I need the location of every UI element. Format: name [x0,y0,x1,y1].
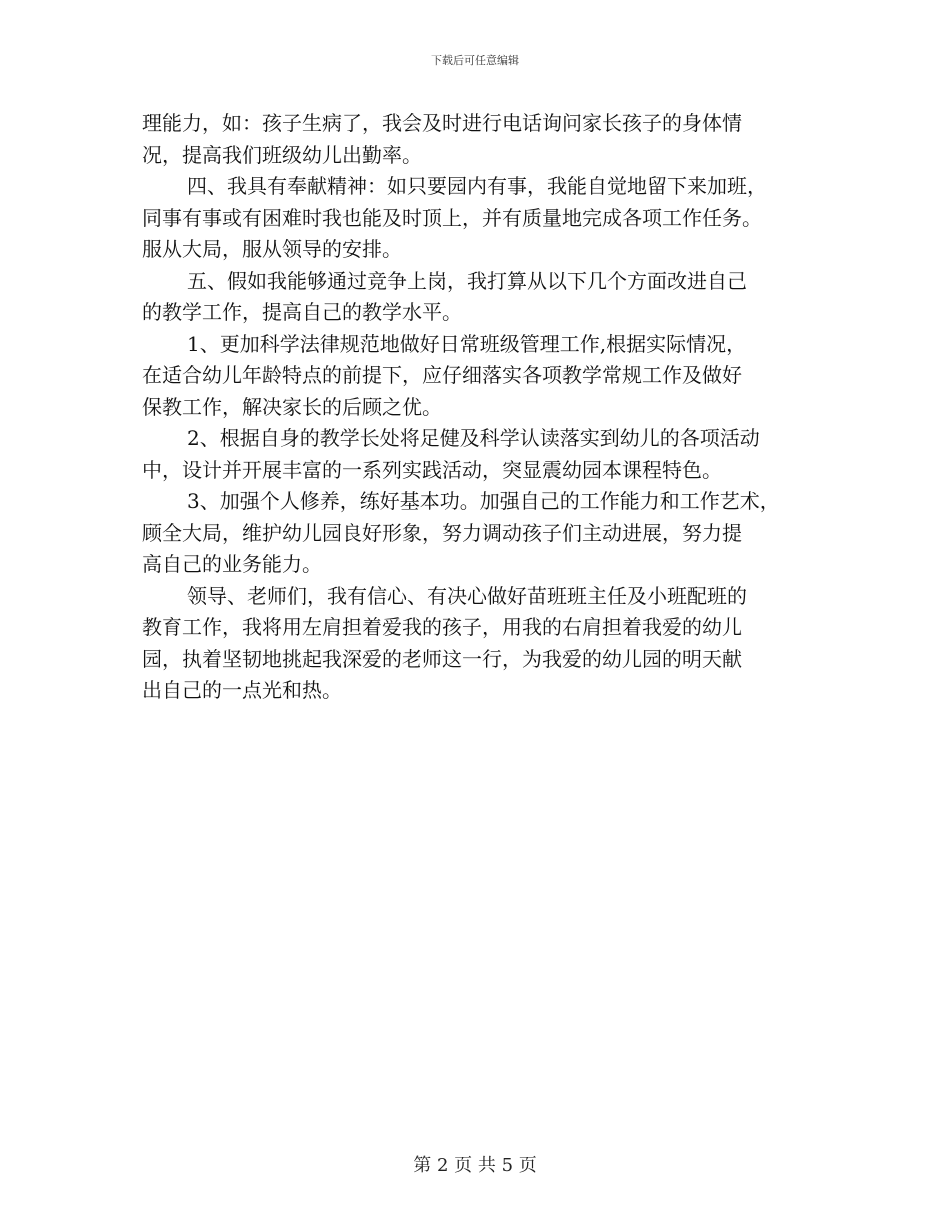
page-number-footer: 第 2 页 共 5 页 [413,1155,537,1176]
text-line: 服从大局，服从领导的安排。 [142,237,402,261]
text-line: 高自己的业务能力。 [142,552,322,576]
text-line: 顾全大局，维护幼儿园良好形象，努力调动孩子们主动进展，努力提 [142,520,742,545]
text-line: 领导、老师们，我有信心、有决心做好苗班班主任及小班配班的 [187,583,747,608]
text-line: 同事有事或有困难时我也能及时顶上，并有质量地完成各项工作任务。 [142,205,762,230]
text-line: 的教学工作，提高自己的教学水平。 [142,300,462,324]
text-line: 园，执着坚韧地挑起我深爱的老师这一行，为我爱的幼儿园的明天献 [142,646,742,671]
text-line: 2、根据自身的教学长处将足健及科学认读落实到幼儿的各项活动 [187,426,760,450]
text-line: 保教工作，解决家长的后顾之优。 [142,394,442,419]
text-line: 1、更加科学法律规范地做好日常班级管理工作,根据实际情况， [187,331,747,356]
page-header-note: 下载后可任意编辑 [431,54,519,67]
text-line: 况，提高我们班级幼儿出勤率。 [142,142,422,167]
text-line: 出自己的一点光和热。 [142,678,342,702]
text-line: 四、我具有奉献精神：如只要园内有事，我能自觉地留下来加班， [187,174,767,198]
text-line: 3、加强个人修养，练好基本功。加强自己的工作能力和工作艺术， [187,489,780,513]
text-line: 五、假如我能够通过竞争上岗，我打算从以下几个方面改进自己 [187,268,747,293]
text-line: 理能力，如：孩子生病了，我会及时进行电话询问家长孩子的身体情 [142,111,742,135]
document-body [142,108,822,707]
text-line: 教育工作，我将用左肩担着爱我的孩子，用我的右肩担着我爱的幼儿 [142,615,742,639]
text-line: 中，设计并开展丰富的一系列实践活动，突显震幼园本课程特色。 [142,457,722,482]
text-line: 在适合幼儿年龄特点的前提下，应仔细落实各项教学常规工作及做好 [142,363,742,387]
